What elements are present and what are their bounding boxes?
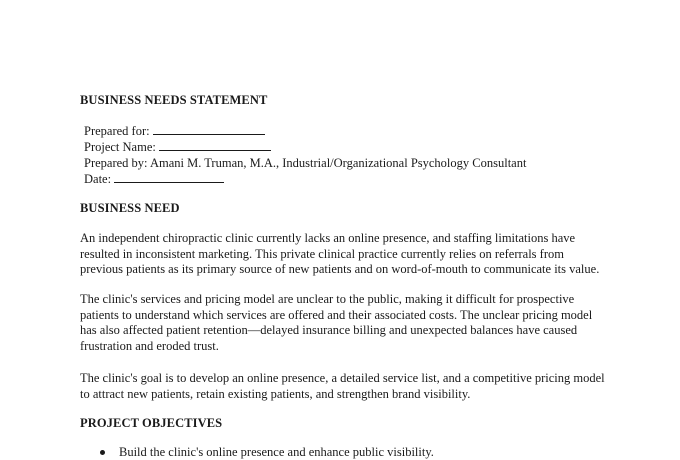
business-need-heading: BUSINESS NEED [80,201,180,215]
project-name-line [84,140,271,155]
prepared-by-line: Prepared by: Amani M. Truman, M.A., Industrial/Organizational Psychology Consultant [84,156,527,170]
date-blank [114,172,224,183]
business-need-paragraph-1: An independent chiropractic clinic currently lacks an online presence, and staffing limitations have resulted in inconsistent marketing. This private clinical practice currently relies on referrals from previous patients as its primary source of new patients and on word-of-mouth to communicate its value. [80,231,600,277]
project-name-blank [159,140,271,151]
objective-text: Build the clinic's online presence and enhance public visibility. [119,445,434,459]
prepared-for-line [84,124,265,139]
date-label: Date: [84,172,112,186]
business-need-paragraph-3: The clinic's goal is to develop an online presence, a detailed service list, and a competitive pricing model to attract new patients, retain existing patients, and strengthen brand visibility. [80,371,605,401]
prepared-for-blank [153,124,265,135]
project-objectives-heading: PROJECT OBJECTIVES [80,416,223,430]
prepared-for-label: Prepared for: [84,124,150,138]
project-name-label: Project Name: [84,140,156,154]
date-line [84,172,224,187]
business-need-paragraph-2: The clinic's services and pricing model are unclear to the public, making it difficult for prospective patients to understand which services are offered and their associated costs. The unclear pricing model has also affected patient retention—delayed insurance billing and unexpected balances have caused frustration and eroded trust. [80,292,593,354]
document-title: BUSINESS NEEDS STATEMENT [80,93,268,107]
objective-list-item [100,445,434,460]
bullet-icon [100,450,105,455]
